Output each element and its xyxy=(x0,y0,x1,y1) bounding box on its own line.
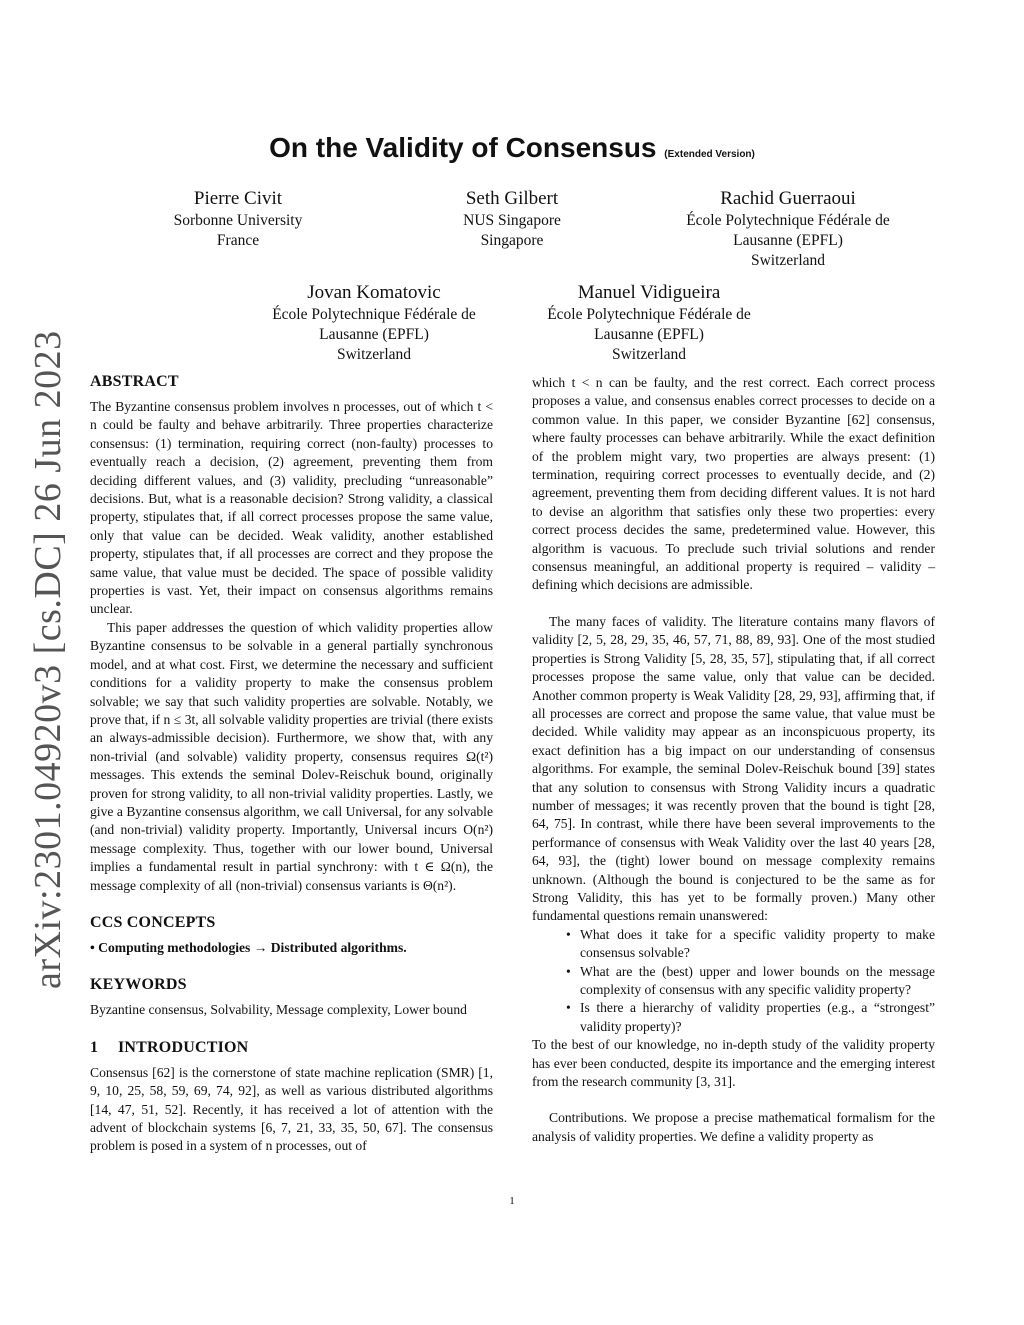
contributions-paragraph: Contributions. We propose a precise mathematical formalism for the analysis of validity properties. We define a validity property as xyxy=(532,1110,935,1144)
list-item: • What does it take for a specific validity property to make consensus solvable? xyxy=(580,926,935,963)
author-affiliation: Lausanne (EPFL) xyxy=(733,232,843,249)
right-column xyxy=(532,374,935,1146)
title-main: On the Validity of Consensus xyxy=(269,132,657,163)
paper-title xyxy=(0,132,1024,164)
author-affiliation: Singapore xyxy=(480,232,544,249)
author-vidigueira xyxy=(513,281,785,365)
author-affiliation: Sorbonne University xyxy=(173,212,303,229)
validity-paragraph: The many faces of validity. The literature contains many flavors of validity [2, 5, 28, 29, 35, 46, 57, 71, 88, 89, 93]. One of the most studied properties is Strong Validity [5, 28, 35, 57], stipulating that, if all correct processes propose the same value, only that value can be decided. Another common property is Weak Validity [28, 29, 93], affirming that, if all processes are correct and propose the same value, that value must be decided. While validity may appear as an inconspicuous property, its exact definition has a big impact on our understanding of consensus algorithms. For example, the seminal Dolev-Reischuk bound [39] states that any solution to consensus with Strong Validity incurs a quadratic number of messages; it was recently proven that the bound is tight [28, 64, 75]. In contrast, while there have been several improvements to the performance of consensus with Weak Validity over the last 40 years [28, 64, 93], the (tight) lower bound on message complexity remains unknown. (Although the bound is conjectured to be the same as for Strong Validity, this has yet to be formally proven.) Many other fundamental questions remain unanswered: xyxy=(532,613,935,924)
list-item: • What are the (best) upper and lower bounds on the message complexity of consensus with any specific validity property? xyxy=(580,963,935,1000)
left-column xyxy=(90,372,493,1156)
author-affiliation: Lausanne (EPFL) xyxy=(319,326,429,343)
introduction-heading xyxy=(90,1038,493,1058)
keywords-heading: KEYWORDS xyxy=(90,976,187,994)
author-affiliation: Lausanne (EPFL) xyxy=(594,326,704,343)
abstract-heading: ABSTRACT xyxy=(90,373,179,390)
author-name: Rachid Guerraoui xyxy=(720,188,856,209)
author-gilbert xyxy=(392,187,632,251)
question-list xyxy=(532,926,935,1036)
ccs-heading: CCS CONCEPTS xyxy=(90,913,216,931)
author-komatovic xyxy=(238,281,510,365)
author-name: Seth Gilbert xyxy=(465,188,559,209)
list-item: • Is there a hierarchy of validity properties (e.g., a “strongest” validity property)? xyxy=(580,999,935,1036)
intro-paragraph: which t < n can be faulty, and the rest correct. Each correct process proposes a value, and consensus enables correct processes to decide on a common value. In this paper, we consider Byzantine [62] consensus, where faulty processes can behave arbitrarily. While the exact definition of the problem might vary, two properties are always present: (1) termination, requiring correct processes to eventually decide, and (2) agreement, preventing them from deciding different values. It is not hard to devise an algorithm that satisfies only these two properties: every correct process decides the same, predetermined value. However, this algorithm is vacuous. To preclude such trivial solutions and render consensus meaningful, an additional property is required – validity – defining which decisions are admissible. xyxy=(532,375,935,593)
arxiv-identifier: arXiv:2301.04920v3 [cs.DC] 26 Jun 2023 xyxy=(27,330,69,990)
section-number: 1 xyxy=(90,1038,99,1056)
abstract-paragraph: This paper addresses the question of which validity properties allow Byzantine consensus to be solvable in a general partially synchronous model, and at what cost. First, we determine the necessary and sufficient conditions for a validity property to make the consensus problem solvable; we say that such validity properties are solvable. Notably, we prove that, if n ≤ 3t, all solvable validity properties are trivial (there exists an always-admissible decision). Furthermore, we show that, with any non-trivial (and solvable) validity property, consensus requires Ω(t²) messages. This extends the seminal Dolev-Reischuk bound, originally proven for strong validity, to all non-trivial validity properties. Lastly, we give a Byzantine consensus algorithm, we call Universal, for any solvable (and non-trivial) validity property. Importantly, Universal incurs O(n²) message complexity. Thus, together with our lower bound, Universal implies a fundamental result in partial synchrony: with t ∈ Ω(n), the message complexity of all (non-trivial) consensus variants is Θ(n²). xyxy=(90,619,493,893)
ccs-concepts: • Computing methodologies → Distributed algorithms. xyxy=(90,939,407,955)
author-affiliation: France xyxy=(216,232,260,249)
author-guerraoui xyxy=(652,187,924,271)
author-name: Manuel Vidigueira xyxy=(577,282,721,303)
author-civit xyxy=(118,187,358,251)
author-affiliation: École Polytechnique Fédérale de xyxy=(686,212,890,229)
author-affiliation: Switzerland xyxy=(336,346,412,363)
author-affiliation: École Polytechnique Fédérale de xyxy=(547,306,751,323)
author-affiliation: NUS Singapore xyxy=(463,212,561,229)
author-affiliation: École Polytechnique Fédérale de xyxy=(272,306,476,323)
page-number: 1 xyxy=(509,1195,515,1207)
author-affiliation: Switzerland xyxy=(611,346,687,363)
author-name: Pierre Civit xyxy=(193,188,283,209)
intro-paragraph: Consensus [62] is the cornerstone of state machine replication (SMR) [1, 9, 10, 25, 58, 59, 69, 74, 92], as well as various distributed algorithms [14, 47, 51, 52]. Recently, it has received a lot of attention with the advent of blockchain systems [6, 7, 21, 33, 35, 50, 67]. The consensus problem is posed in a system of n processes, out of xyxy=(90,1064,493,1154)
author-affiliation: Switzerland xyxy=(750,252,826,269)
keywords-list: Byzantine consensus, Solvability, Message complexity, Lower bound xyxy=(90,1002,467,1018)
author-name: Jovan Komatovic xyxy=(307,282,441,303)
section-title: INTRODUCTION xyxy=(118,1038,249,1056)
intro-paragraph: To the best of our knowledge, no in-depth study of the validity property has ever been conducted, despite its importance and the emerging interest from the research community [3, 31]. xyxy=(532,1037,935,1090)
abstract-paragraph: The Byzantine consensus problem involves n processes, out of which t < n could be faulty and behave arbitrarily. Three properties characterize consensus: (1) termination, requiring correct (non-faulty) processes to eventually reach a decision, (2) agreement, preventing them from deciding different values, and (3) validity, precluding “unreasonable” decisions. But, what is a reasonable decision? Strong validity, a classical property, stipulates that, if all correct processes propose the same value, only that value can be decided. Weak validity, another established property, stipulates that, if all processes are correct and they propose the same value, that value must be decided. The space of possible validity properties is vast. Yet, their impact on consensus algorithms remains unclear. xyxy=(90,399,493,617)
title-suffix: (Extended Version) xyxy=(664,149,755,160)
